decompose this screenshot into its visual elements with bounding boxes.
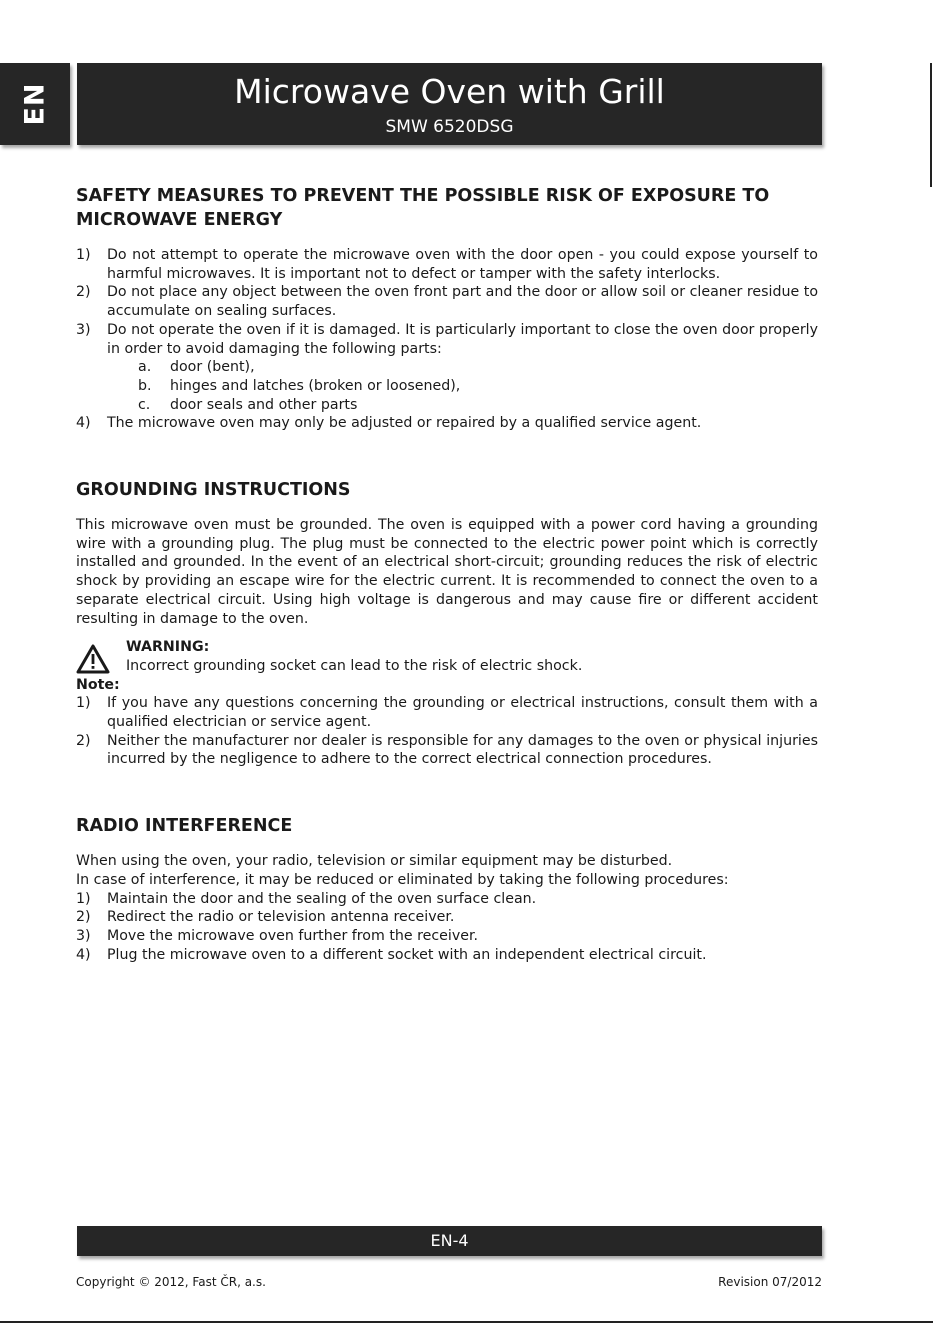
title-bar [77,63,822,145]
damaged-parts-list [107,358,818,414]
grounding-title: GROUNDING INSTRUCTIONS [76,480,351,501]
sub-item-text: hinges and latches (broken or loosened), [170,377,461,394]
item-text: Do not attempt to operate the microwave oven with the door open - you could expose yourself to harmful microwaves. It is important not to defect or tamper with the safety interlocks. [107,247,818,282]
warning-text: Incorrect grounding socket can lead to the risk of electric shock. [126,657,583,674]
sub-item-letter: c. [138,396,151,413]
list-item [76,414,818,433]
bottom-rule [0,1321,933,1323]
item-text: Do not place any object between the oven front part and the door or allow soil or cleaner residue to accumulate on sealing surfaces. [107,284,818,320]
list-item [76,946,818,965]
item-text: Redirect the radio or television antenna receiver. [107,909,455,926]
footer-bar [77,1226,822,1256]
notes-list [76,694,818,769]
warning-triangle-icon [76,644,110,674]
list-item [76,283,818,320]
item-number: 1) [76,695,91,712]
grounding-section [76,478,818,769]
model-number: SMW 6520DSG [385,117,514,137]
edge-rule [930,63,932,187]
list-item [76,732,818,769]
item-number: 4) [76,415,91,432]
list-item [76,321,818,415]
warning-label: WARNING: [126,639,210,656]
item-number: 4) [76,946,91,963]
item-text: Plug the microwave oven to a different socket with an independent electrical circuit. [107,946,707,963]
item-text: Maintain the door and the sealing of the oven surface clean. [107,890,537,907]
safety-section [76,184,818,433]
safety-list [76,246,818,433]
item-number: 2) [76,909,91,926]
radio-list [76,890,818,965]
radio-intro-2: In case of interference, it may be reduced or eliminated by taking the following procedures: [76,871,729,888]
item-number: 1) [76,247,91,263]
item-text: The microwave oven may only be adjusted or repaired by a qualified service agent. [107,415,702,432]
item-number: 3) [76,321,91,338]
item-number: 3) [76,927,91,944]
list-item [76,890,818,909]
item-number: 2) [76,284,91,301]
item-number: 1) [76,890,91,907]
sub-list-item [138,396,818,415]
safety-title: SAFETY MEASURES TO PREVENT THE POSSIBLE RISK OF EXPOSURE TO MICROWAVE ENERGY [76,186,770,230]
radio-section [76,814,818,964]
sub-item-text: door (bent), [170,359,255,376]
page-number: EN-4 [430,1231,469,1250]
item-text: If you have any questions concerning the grounding or electrical instructions, consult them with a qualified electrician or service agent. [107,695,818,731]
grounding-paragraph: This microwave oven must be grounded. The oven is equipped with a power cord having a grounding wire with a grounding plug. The plug must be connected to the electric power point which is correctly installed and grounded. In the event of an electrical short-circuit; grounding reduces the risk of electric shock by providing an escape wire for the electric current. It is recommended to connect the oven to a separate electrical circuit. Using high voltage is dangerous and may cause fire or different accident resulting in damage to the oven. [76,517,818,627]
item-text: Move the microwave oven further from the receiver. [107,927,478,944]
list-item [76,908,818,927]
sub-item-text: door seals and other parts [170,396,358,413]
radio-title: RADIO INTERFERENCE [76,816,293,837]
radio-intro: When using the oven, your radio, television or similar equipment may be disturbed. [76,853,673,870]
warning-box [76,638,818,675]
note-label: Note: [76,676,120,693]
sub-list-item [138,358,818,377]
sub-item-letter: a. [138,359,152,376]
item-number: 2) [76,732,91,749]
copyright-text: Copyright © 2012, Fast ČR, a.s. [76,1275,266,1289]
item-text: Do not operate the oven if it is damaged. It is particularly important to close the oven door properly in order to avoid damaging the following parts: [107,321,818,357]
page-title: Microwave Oven with Grill [234,72,665,111]
revision-text: Revision 07/2012 [718,1275,822,1289]
sub-list-item [138,377,818,396]
list-item [76,694,818,731]
language-tab [0,63,70,145]
language-label: EN [19,82,51,126]
item-text: Neither the manufacturer nor dealer is responsible for any damages to the oven or physical injuries incurred by the negligence to adhere to the correct electrical connection procedures. [107,732,818,768]
sub-item-letter: b. [138,377,152,394]
list-item [76,246,818,283]
list-item [76,927,818,946]
document-body [76,184,818,964]
